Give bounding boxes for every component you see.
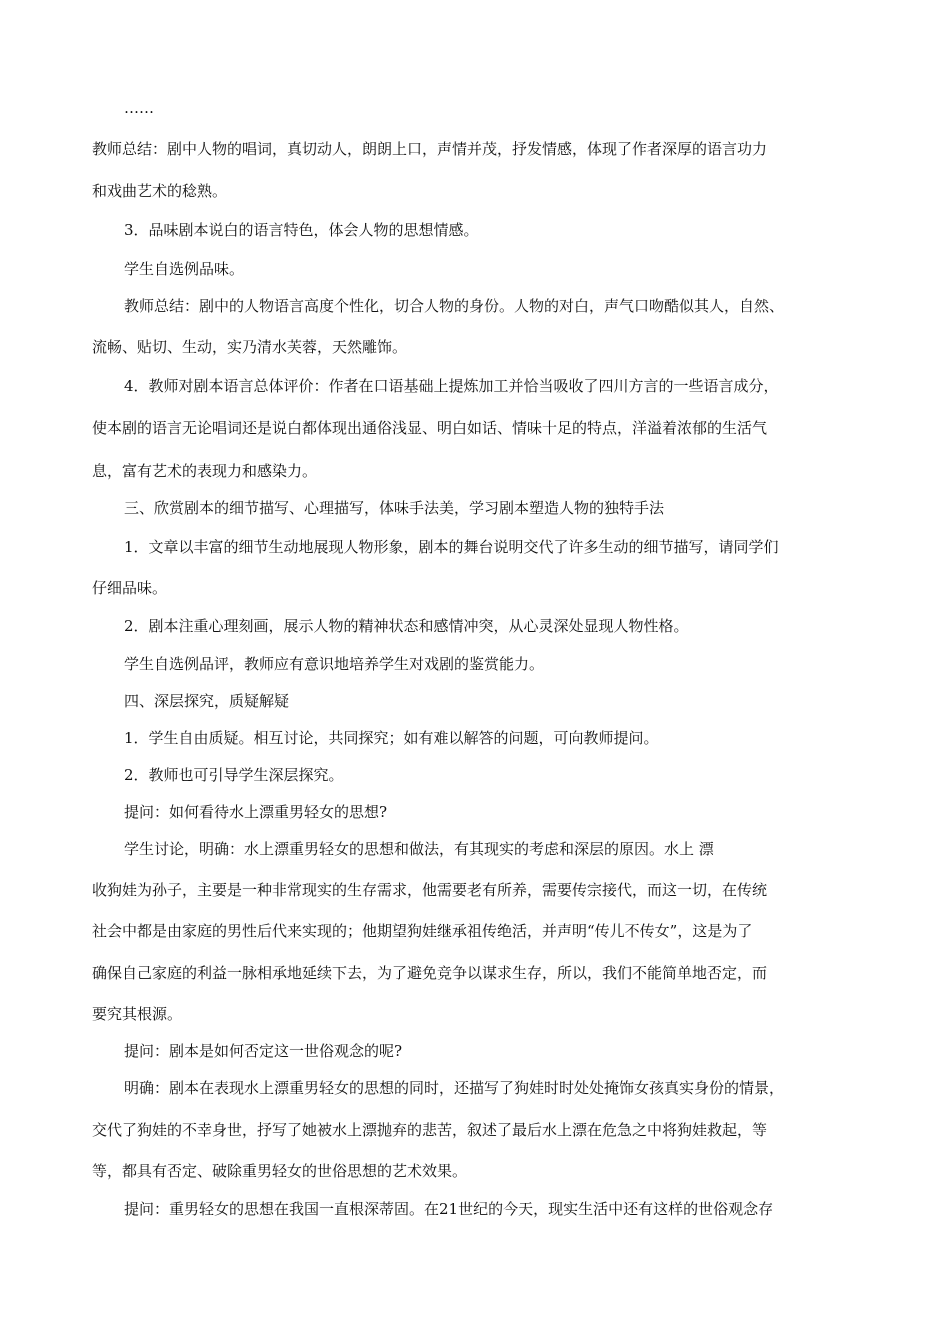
section-item-heading: 4．教师对剧本语言总体评价：作者在口语基础上提炼加工并恰当吸收了四川方言的一些语言成分， <box>124 377 779 395</box>
paragraph-line: 学生自选例品味。 <box>124 260 245 278</box>
paragraph-line: 教师总结：剧中的人物语言高度个性化，切合人物的身份。人物的对白，声气口吻酷似其人，自然、 <box>124 297 785 315</box>
paragraph-line: 社会中都是由家庭的男性后代来实现的；他期望狗娃继承祖传绝活，并声明“传儿不传女”，这是为了 <box>92 922 753 940</box>
paragraph-line: 息，富有艺术的表现力和感染力。 <box>92 462 318 480</box>
section-item-heading: 3．品味剧本说白的语言特色，体会人物的思想情感。 <box>124 221 479 239</box>
paragraph-line: 交代了狗娃的不幸身世，抒写了她被水上漂抛弃的悲苦，叙述了最后水上漂在危急之中将狗娃救起，等 <box>92 1121 768 1139</box>
paragraph-line: 教师总结：剧中人物的唱词，真切动人，朗朗上口，声情并茂，抒发情感，体现了作者深厚的语言功力 <box>92 140 768 158</box>
section-item-heading: 1．学生自由质疑。相互讨论，共同探究；如有难以解答的问题，可向教师提问。 <box>124 729 659 747</box>
paragraph-line: 等，都具有否定、破除重男轻女的世俗思想的艺术效果。 <box>92 1162 468 1180</box>
paragraph-line: 学生讨论，明确：水上漂重男轻女的思想和做法，有其现实的考虑和深层的原因。水上 漂 <box>124 840 714 858</box>
paragraph-line: 确保自己家庭的利益一脉相承地延续下去，为了避免竞争以谋求生存，所以，我们不能简单地否定，而 <box>92 964 768 982</box>
paragraph-line: 和戏曲艺术的稔熟。 <box>92 182 228 200</box>
question-line: 提问：剧本是如何否定这一世俗观念的呢? <box>124 1042 403 1060</box>
question-line: 提问：重男轻女的思想在我国一直根深蒂固。在21世纪的今天，现实生活中还有这样的世俗观念存 <box>124 1200 774 1218</box>
paragraph-line: 收狗娃为孙子，主要是一种非常现实的生存需求，他需要老有所养，需要传宗接代，而这一切，在传统 <box>92 881 768 899</box>
paragraph-line: 明确：剧本在表现水上漂重男轻女的思想的同时，还描写了狗娃时时处处掩饰女孩真实身份的情景， <box>124 1079 785 1097</box>
ellipsis-line: …… <box>124 99 154 117</box>
paragraph-line: 使本剧的语言无论唱词还是说白都体现出通俗浅显、明白如话、情味十足的特点，洋溢着浓郁的生活气 <box>92 419 768 437</box>
paragraph-line: 要究其根源。 <box>92 1005 183 1023</box>
section-item-heading: 2．剧本注重心理刻画，展示人物的精神状态和感情冲突，从心灵深处显现人物性格。 <box>124 617 689 635</box>
paragraph-line: 学生自选例品评，教师应有意识地培养学生对戏剧的鉴赏能力。 <box>124 655 545 673</box>
section-heading: 三、欣赏剧本的细节描写、心理描写，体味手法美，学习剧本塑造人物的独特手法 <box>124 499 665 517</box>
section-heading: 四、深层探究，质疑解疑 <box>124 692 290 710</box>
paragraph-line: 流畅、贴切、生动，实乃清水芙蓉，天然雕饰。 <box>92 338 408 356</box>
section-item-heading: 2．教师也可引导学生深层探究。 <box>124 766 344 784</box>
section-item-heading: 1．文章以丰富的细节生动地展现人物形象，剧本的舞台说明交代了许多生动的细节描写，请同学们 <box>124 538 779 556</box>
question-line: 提问：如何看待水上漂重男轻女的思想? <box>124 803 388 821</box>
paragraph-line: 仔细品味。 <box>92 579 168 597</box>
